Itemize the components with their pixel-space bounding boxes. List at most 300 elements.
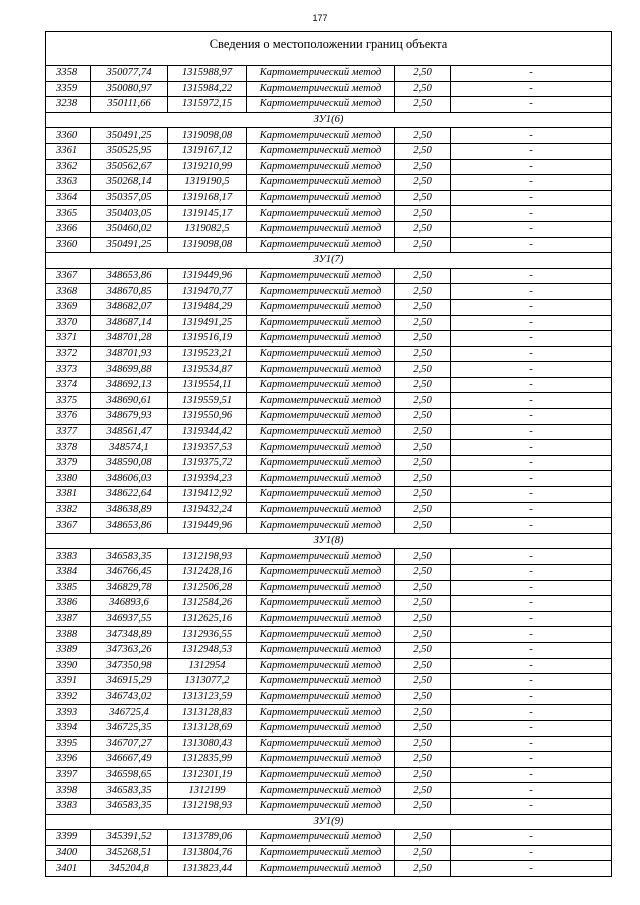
coord-y-cell: 1313128,83 [168,705,247,721]
table-row [46,66,612,82]
coord-x-cell: 350268,14 [91,175,168,191]
note-cell: - [451,471,612,487]
point-number-cell: 3376 [46,409,91,425]
coord-x-cell: 346743,02 [91,689,168,705]
accuracy-cell: 2,50 [395,845,451,861]
table-row [46,128,612,144]
point-number-cell: 3399 [46,830,91,846]
table-row [46,190,612,206]
accuracy-cell: 2,50 [395,159,451,175]
note-cell: - [451,689,612,705]
coord-y-cell: 1313789,06 [168,830,247,846]
table-row [46,315,612,331]
note-cell: - [451,798,612,814]
table-row [46,502,612,518]
note-cell: - [451,237,612,253]
point-number-cell: 3401 [46,861,91,877]
accuracy-cell: 2,50 [395,409,451,425]
point-number-cell: 3362 [46,159,91,175]
method-cell: Картометрический метод [247,830,395,846]
point-number-cell: 3384 [46,565,91,581]
table-row [46,845,612,861]
note-cell: - [451,175,612,191]
method-cell: Картометрический метод [247,315,395,331]
table-row [46,237,612,253]
table-row [46,611,612,627]
table-row [46,362,612,378]
table-row [46,705,612,721]
coord-x-cell: 346598,65 [91,767,168,783]
method-cell: Картометрический метод [247,81,395,97]
method-cell: Картометрический метод [247,346,395,362]
note-cell: - [451,377,612,393]
coord-y-cell: 1319516,19 [168,331,247,347]
coord-x-cell: 350562,67 [91,159,168,175]
point-number-cell: 3386 [46,596,91,612]
coord-x-cell: 350357,05 [91,190,168,206]
table-row [46,596,612,612]
table-row [46,642,612,658]
coord-x-cell: 346893,6 [91,596,168,612]
note-cell: - [451,159,612,175]
coord-y-cell: 1312301,19 [168,767,247,783]
note-cell: - [451,580,612,596]
coord-y-cell: 1313823,44 [168,861,247,877]
coord-y-cell: 1313123,59 [168,689,247,705]
coord-y-cell: 1319098,08 [168,237,247,253]
point-number-cell: 3380 [46,471,91,487]
method-cell: Картометрический метод [247,627,395,643]
coord-y-cell: 1319168,17 [168,190,247,206]
table-row [46,175,612,191]
section-label: ЗУ1(6) [46,112,612,128]
point-number-cell: 3398 [46,783,91,799]
accuracy-cell: 2,50 [395,861,451,877]
coord-y-cell: 1313080,43 [168,736,247,752]
coord-x-cell: 348561,47 [91,424,168,440]
method-cell: Картометрический метод [247,845,395,861]
method-cell: Картометрический метод [247,175,395,191]
point-number-cell: 3358 [46,66,91,82]
coord-y-cell: 1312199 [168,783,247,799]
point-number-cell: 3375 [46,393,91,409]
coord-x-cell: 346583,35 [91,783,168,799]
note-cell: - [451,549,612,565]
point-number-cell: 3369 [46,299,91,315]
coord-y-cell: 1315984,22 [168,81,247,97]
method-cell: Картометрический метод [247,455,395,471]
note-cell: - [451,409,612,425]
coord-x-cell: 350077,74 [91,66,168,82]
coord-y-cell: 1312506,28 [168,580,247,596]
point-number-cell: 3374 [46,377,91,393]
table-row [46,299,612,315]
accuracy-cell: 2,50 [395,175,451,191]
method-cell: Картометрический метод [247,767,395,783]
coord-x-cell: 348692,13 [91,377,168,393]
coord-x-cell: 348679,93 [91,409,168,425]
note-cell: - [451,268,612,284]
coord-y-cell: 1319357,53 [168,440,247,456]
note-cell: - [451,502,612,518]
coord-x-cell: 346707,27 [91,736,168,752]
method-cell: Картометрический метод [247,268,395,284]
coord-y-cell: 1312584,26 [168,596,247,612]
coord-y-cell: 1319484,29 [168,299,247,315]
section-label: ЗУ1(7) [46,253,612,269]
coord-y-cell: 1312198,93 [168,549,247,565]
method-cell: Картометрический метод [247,487,395,503]
coord-y-cell: 1319554,11 [168,377,247,393]
coord-y-cell: 1319190,5 [168,175,247,191]
method-cell: Картометрический метод [247,689,395,705]
coord-y-cell: 1312948,53 [168,642,247,658]
coord-x-cell: 346725,35 [91,720,168,736]
accuracy-cell: 2,50 [395,221,451,237]
accuracy-cell: 2,50 [395,143,451,159]
coord-x-cell: 350403,05 [91,206,168,222]
note-cell: - [451,596,612,612]
note-cell: - [451,611,612,627]
method-cell: Картометрический метод [247,377,395,393]
coord-x-cell: 348606,03 [91,471,168,487]
coord-x-cell: 347363,26 [91,642,168,658]
table-row [46,783,612,799]
accuracy-cell: 2,50 [395,128,451,144]
accuracy-cell: 2,50 [395,580,451,596]
note-cell: - [451,190,612,206]
method-cell: Картометрический метод [247,580,395,596]
method-cell: Картометрический метод [247,284,395,300]
point-number-cell: 3390 [46,658,91,674]
coord-y-cell: 1312428,16 [168,565,247,581]
point-number-cell: 3371 [46,331,91,347]
coord-x-cell: 350491,25 [91,237,168,253]
note-cell: - [451,346,612,362]
coord-x-cell: 348653,86 [91,518,168,534]
accuracy-cell: 2,50 [395,284,451,300]
note-cell: - [451,393,612,409]
coord-x-cell: 350460,02 [91,221,168,237]
table-row [46,221,612,237]
section-label: ЗУ1(8) [46,533,612,549]
accuracy-cell: 2,50 [395,752,451,768]
method-cell: Картометрический метод [247,565,395,581]
note-cell: - [451,783,612,799]
accuracy-cell: 2,50 [395,424,451,440]
note-cell: - [451,331,612,347]
table-row [46,206,612,222]
accuracy-cell: 2,50 [395,518,451,534]
coord-y-cell: 1313804,76 [168,845,247,861]
coord-y-cell: 1319523,21 [168,346,247,362]
point-number-cell: 3368 [46,284,91,300]
coord-x-cell: 346915,29 [91,674,168,690]
coord-x-cell: 346766,45 [91,565,168,581]
method-cell: Картометрический метод [247,128,395,144]
note-cell: - [451,424,612,440]
point-number-cell: 3360 [46,237,91,253]
table-row [46,143,612,159]
method-cell: Картометрический метод [247,752,395,768]
coord-y-cell: 1319394,23 [168,471,247,487]
point-number-cell: 3366 [46,221,91,237]
coord-x-cell: 346583,35 [91,798,168,814]
method-cell: Картометрический метод [247,159,395,175]
section-header-row [46,814,612,830]
table-row [46,159,612,175]
table-row [46,97,612,113]
method-cell: Картометрический метод [247,642,395,658]
coord-y-cell: 1319210,99 [168,159,247,175]
coord-y-cell: 1315988,97 [168,66,247,82]
coord-y-cell: 1313128,69 [168,720,247,736]
note-cell: - [451,81,612,97]
point-number-cell: 3361 [46,143,91,159]
method-cell: Картометрический метод [247,705,395,721]
note-cell: - [451,362,612,378]
coord-y-cell: 1319412,92 [168,487,247,503]
point-number-cell: 3394 [46,720,91,736]
table-row [46,767,612,783]
note-cell: - [451,642,612,658]
coord-y-cell: 1319375,72 [168,455,247,471]
coord-y-cell: 1312198,93 [168,798,247,814]
table-row [46,440,612,456]
coord-y-cell: 1312936,55 [168,627,247,643]
method-cell: Картометрический метод [247,221,395,237]
method-cell: Картометрический метод [247,424,395,440]
coord-x-cell: 348590,08 [91,455,168,471]
accuracy-cell: 2,50 [395,440,451,456]
note-cell: - [451,767,612,783]
note-cell: - [451,861,612,877]
coord-y-cell: 1319145,17 [168,206,247,222]
coord-x-cell: 348670,85 [91,284,168,300]
method-cell: Картометрический метод [247,471,395,487]
coord-y-cell: 1319550,96 [168,409,247,425]
point-number-cell: 3378 [46,440,91,456]
point-number-cell: 3370 [46,315,91,331]
coord-x-cell: 348699,88 [91,362,168,378]
coord-y-cell: 1319449,96 [168,268,247,284]
point-number-cell: 3388 [46,627,91,643]
section-header-row [46,112,612,128]
point-number-cell: 3385 [46,580,91,596]
coord-y-cell: 1312835,99 [168,752,247,768]
method-cell: Картометрический метод [247,97,395,113]
table-row [46,627,612,643]
table-row [46,830,612,846]
accuracy-cell: 2,50 [395,299,451,315]
section-header-row [46,253,612,269]
note-cell: - [451,845,612,861]
point-number-cell: 3382 [46,502,91,518]
coord-x-cell: 345204,8 [91,861,168,877]
accuracy-cell: 2,50 [395,331,451,347]
method-cell: Картометрический метод [247,611,395,627]
method-cell: Картометрический метод [247,502,395,518]
accuracy-cell: 2,50 [395,66,451,82]
method-cell: Картометрический метод [247,736,395,752]
accuracy-cell: 2,50 [395,97,451,113]
table-row [46,720,612,736]
section-header-row [46,533,612,549]
coord-x-cell: 348682,07 [91,299,168,315]
method-cell: Картометрический метод [247,518,395,534]
note-cell: - [451,284,612,300]
method-cell: Картометрический метод [247,331,395,347]
point-number-cell: 3387 [46,611,91,627]
coord-y-cell: 1315972,15 [168,97,247,113]
method-cell: Картометрический метод [247,549,395,565]
coord-x-cell: 348622,64 [91,487,168,503]
point-number-cell: 3397 [46,767,91,783]
coord-x-cell: 350080,97 [91,81,168,97]
point-number-cell: 3360 [46,128,91,144]
table-row [46,81,612,97]
page-number: 177 [312,13,328,23]
accuracy-cell: 2,50 [395,658,451,674]
method-cell: Картометрический метод [247,798,395,814]
note-cell: - [451,97,612,113]
accuracy-cell: 2,50 [395,596,451,612]
note-cell: - [451,487,612,503]
table-row [46,674,612,690]
table-row [46,565,612,581]
method-cell: Картометрический метод [247,66,395,82]
accuracy-cell: 2,50 [395,627,451,643]
table-row [46,689,612,705]
table-row [46,518,612,534]
point-number-cell: 3363 [46,175,91,191]
method-cell: Картометрический метод [247,393,395,409]
point-number-cell: 3373 [46,362,91,378]
note-cell: - [451,752,612,768]
point-number-cell: 3367 [46,268,91,284]
coord-x-cell: 345268,51 [91,845,168,861]
method-cell: Картометрический метод [247,206,395,222]
accuracy-cell: 2,50 [395,315,451,331]
accuracy-cell: 2,50 [395,206,451,222]
coord-x-cell: 348687,14 [91,315,168,331]
coord-y-cell: 1319432,24 [168,502,247,518]
method-cell: Картометрический метод [247,440,395,456]
coord-y-cell: 1312625,16 [168,611,247,627]
method-cell: Картометрический метод [247,783,395,799]
accuracy-cell: 2,50 [395,798,451,814]
accuracy-cell: 2,50 [395,377,451,393]
table-row [46,455,612,471]
table-row [46,268,612,284]
coord-y-cell: 1319344,42 [168,424,247,440]
coord-x-cell: 346583,35 [91,549,168,565]
table-row [46,471,612,487]
point-number-cell: 3364 [46,190,91,206]
point-number-cell: 3238 [46,97,91,113]
coord-x-cell: 346667,49 [91,752,168,768]
coord-x-cell: 350111,66 [91,97,168,113]
point-number-cell: 3377 [46,424,91,440]
point-number-cell: 3391 [46,674,91,690]
coord-x-cell: 348638,89 [91,502,168,518]
coord-y-cell: 1319534,87 [168,362,247,378]
table-row [46,331,612,347]
point-number-cell: 3383 [46,798,91,814]
accuracy-cell: 2,50 [395,720,451,736]
accuracy-cell: 2,50 [395,346,451,362]
note-cell: - [451,736,612,752]
coord-x-cell: 346829,78 [91,580,168,596]
method-cell: Картометрический метод [247,720,395,736]
note-cell: - [451,128,612,144]
coord-x-cell: 348690,61 [91,393,168,409]
accuracy-cell: 2,50 [395,455,451,471]
accuracy-cell: 2,50 [395,190,451,206]
note-cell: - [451,565,612,581]
point-number-cell: 3372 [46,346,91,362]
note-cell: - [451,206,612,222]
coord-y-cell: 1319098,08 [168,128,247,144]
point-number-cell: 3400 [46,845,91,861]
accuracy-cell: 2,50 [395,736,451,752]
accuracy-cell: 2,50 [395,611,451,627]
boundary-coordinates-table [45,31,612,877]
accuracy-cell: 2,50 [395,268,451,284]
point-number-cell: 3359 [46,81,91,97]
accuracy-cell: 2,50 [395,81,451,97]
note-cell: - [451,627,612,643]
accuracy-cell: 2,50 [395,487,451,503]
note-cell: - [451,705,612,721]
table-row [46,377,612,393]
method-cell: Картометрический метод [247,362,395,378]
method-cell: Картометрический метод [247,237,395,253]
method-cell: Картометрический метод [247,143,395,159]
accuracy-cell: 2,50 [395,830,451,846]
note-cell: - [451,674,612,690]
accuracy-cell: 2,50 [395,689,451,705]
note-cell: - [451,455,612,471]
accuracy-cell: 2,50 [395,705,451,721]
coord-x-cell: 348574,1 [91,440,168,456]
method-cell: Картометрический метод [247,409,395,425]
accuracy-cell: 2,50 [395,362,451,378]
coord-y-cell: 1319449,96 [168,518,247,534]
table-row [46,658,612,674]
point-number-cell: 3392 [46,689,91,705]
coord-x-cell: 348701,28 [91,331,168,347]
accuracy-cell: 2,50 [395,783,451,799]
point-number-cell: 3396 [46,752,91,768]
table-row [46,346,612,362]
table-row [46,549,612,565]
table-row [46,580,612,596]
coord-x-cell: 346937,55 [91,611,168,627]
note-cell: - [451,299,612,315]
method-cell: Картометрический метод [247,658,395,674]
accuracy-cell: 2,50 [395,237,451,253]
method-cell: Картометрический метод [247,299,395,315]
method-cell: Картометрический метод [247,190,395,206]
coord-y-cell: 1319167,12 [168,143,247,159]
table-title: Сведения о местоположении границ объекта [46,32,612,66]
table-title-row [46,32,612,66]
coord-x-cell: 346725,4 [91,705,168,721]
table-row [46,409,612,425]
accuracy-cell: 2,50 [395,642,451,658]
accuracy-cell: 2,50 [395,674,451,690]
